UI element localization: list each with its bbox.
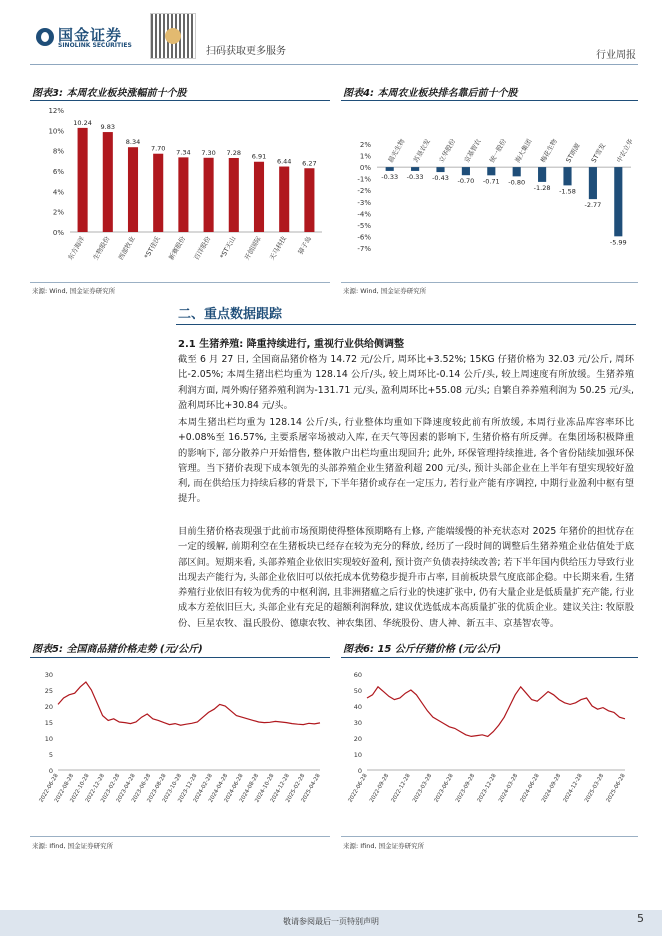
fig4-bar bbox=[436, 167, 444, 172]
fig4-value-label: -0.43 bbox=[432, 174, 449, 183]
fig4-category-label: 梅花生物 bbox=[538, 137, 559, 165]
fig3-bar bbox=[153, 154, 163, 232]
subsection-title: 2.1 生猪养殖: 降重持续进行, 重视行业供给侧调整 bbox=[178, 339, 404, 350]
fig5-rule bbox=[30, 657, 330, 658]
fig4-ytick-label: -3% bbox=[357, 198, 371, 207]
fig6-rule bbox=[341, 657, 638, 658]
fig3-source: 来源: Wind, 国金证券研究所 bbox=[32, 287, 116, 295]
fig4-value-label: -0.33 bbox=[406, 172, 424, 181]
fig6-ytick-label: 60 bbox=[353, 671, 362, 679]
fig3-value-label: 9.83 bbox=[100, 123, 116, 132]
fig3-value-label: 7.28 bbox=[226, 148, 242, 157]
fig6-ytick-label: 10 bbox=[353, 751, 362, 759]
fig5-xtick-label: 2024-12-28 bbox=[269, 773, 291, 804]
fig6-source: 来源: Ifind, 国金证券研究所 bbox=[343, 842, 425, 850]
qr-caption: 扫码获取更多服务 bbox=[206, 46, 286, 57]
fig5-xtick-label: 2024-04-28 bbox=[208, 773, 230, 804]
fig3-value-label: 7.30 bbox=[201, 148, 216, 157]
fig4-value-label: -0.33 bbox=[381, 172, 399, 181]
fig4-value-label: -5.99 bbox=[609, 238, 627, 247]
fig4-category-label: ST雪发 bbox=[589, 141, 608, 165]
paragraph-3: 目前生猪价格表现强于此前市场预期使得整体预期略有上修, 产能端缓慢的补充状态对 2025 年猪价的担忧存在一定的缓解, 前期利空在生猪板块已经存在较为充分的释放, 经历了一段时间的调整后生猪养殖企业估值处于底部区间。短期来看, 头部养殖企业依旧实现较好盈利, 预计资产负债表持续改善; 若下半年国内供给压力导致行业出现去产能行为, 头部企业依旧可以依托成本优势稳步提升市占率, 目前板块景气度底部企稳。中长期来看, 生猪养殖行业依旧有较为优秀的中枢利润, 且非洲猪瘟之后行业的快速扩张中, 仍有大量企业是低质量扩充产能, 行业成本方差依旧巨大, 头部企业有充足的超额利润释放, 建议优选低成本高质量扩张的优质企业。建议关注: 牧原股份、巨星农牧、温氏股份、德康农牧、神农集团、华统股份、唐人神、新五丰、京基智农等。 bbox=[178, 526, 634, 629]
fig3-category-label: 开创国际 bbox=[242, 235, 263, 262]
fig6-chart bbox=[341, 660, 638, 830]
fig6-ytick-label: 50 bbox=[353, 687, 362, 695]
fig3-chart bbox=[30, 102, 330, 278]
fig5-xtick-label: 2024-08-28 bbox=[238, 773, 261, 804]
fig4-ytick-label: -1% bbox=[357, 175, 371, 184]
fig3-value-label: 7.70 bbox=[150, 144, 166, 153]
fig3-value-label: 6.44 bbox=[276, 157, 292, 166]
fig3-value-label: 8.34 bbox=[125, 138, 141, 147]
fig6-xtick-label: 2022-12-28 bbox=[390, 773, 412, 804]
section-divider bbox=[176, 324, 636, 325]
fig5-xtick-label: 2023-04-28 bbox=[115, 773, 137, 804]
fig5-xtick-label: 2024-02-28 bbox=[192, 773, 214, 804]
fig3-ytick-label: 6% bbox=[52, 168, 64, 176]
fig6-xtick-label: 2023-06-28 bbox=[433, 773, 455, 804]
fig3-title: 图表3: 本周农业板块涨幅前十个股 bbox=[32, 88, 187, 99]
fig6-ytick-label: 0 bbox=[357, 767, 362, 775]
fig5-bottom-rule bbox=[30, 836, 330, 837]
fig5-xtick-label: 2022-06-28 bbox=[38, 773, 60, 804]
fig4-bar bbox=[487, 167, 495, 175]
fig6-xtick-label: 2023-12-28 bbox=[476, 773, 498, 804]
fig3-ytick-label: 0% bbox=[52, 229, 64, 237]
page-number: 5 bbox=[637, 912, 644, 925]
fig3-bar bbox=[204, 158, 214, 232]
fig3-bar bbox=[128, 147, 138, 232]
fig5-ytick-label: 25 bbox=[44, 687, 53, 695]
paragraph-1: 截至 6 月 27 日, 全国商品猪价格为 14.72 元/公斤, 周环比+3.52%; 15KG 仔猪价格为 32.03 元/公斤, 周环比-2.05%; 本周生猪出栏均重为 128.14 公斤/头, 较上周环比-0.14 公斤/头, 较上周速度有所放缓。生猪养殖利润方面, 周外购仔猪养殖利润为-131.71 元/头, 盈利周环比+55.08 元/头; 自繁自养养殖利润为 50.25 元/头, 盈利周环比+30.84 元/头。 bbox=[178, 354, 634, 411]
fig4-bar bbox=[538, 167, 546, 182]
fig5-xtick-label: 2024-06-28 bbox=[223, 773, 245, 804]
fig4-ytick-label: 0% bbox=[359, 164, 371, 173]
fig6-xtick-label: 2025-06-28 bbox=[605, 773, 627, 804]
brand-logo-icon bbox=[36, 28, 54, 46]
fig4-ytick-label: 1% bbox=[359, 152, 371, 161]
fig3-category-label: *ST天山 bbox=[218, 235, 238, 261]
fig3-category-label: 獐子岛 bbox=[296, 235, 314, 256]
fig3-ytick-label: 4% bbox=[52, 188, 64, 197]
fig4-ytick-label: -4% bbox=[357, 210, 371, 219]
fig4-value-label: -0.80 bbox=[508, 178, 526, 187]
fig4-ytick-label: -5% bbox=[357, 221, 371, 230]
fig4-value-label: -1.28 bbox=[533, 183, 551, 192]
fig5-ytick-label: 30 bbox=[44, 671, 53, 679]
fig3-bar bbox=[229, 158, 239, 232]
fig3-value-label: 7.34 bbox=[176, 148, 191, 157]
fig3-bar bbox=[254, 162, 264, 232]
fig4-category-label: 统一股份 bbox=[488, 137, 509, 165]
fig6-xtick-label: 2023-09-28 bbox=[455, 773, 477, 804]
fig4-bar bbox=[462, 167, 470, 175]
fig4-bar bbox=[563, 167, 571, 185]
fig3-value-label: 6.27 bbox=[302, 159, 317, 168]
fig5-ytick-label: 5 bbox=[48, 751, 53, 759]
fig3-bar bbox=[178, 157, 188, 232]
fig3-category-label: 百洋股份 bbox=[192, 235, 213, 262]
header-divider bbox=[30, 64, 638, 65]
section-title: 二、重点数据跟踪 bbox=[178, 307, 283, 322]
fig5-ytick-label: 0 bbox=[48, 767, 53, 775]
fig4-value-label: -0.71 bbox=[482, 177, 500, 186]
fig5-source: 来源: Ifind, 国金证券研究所 bbox=[32, 842, 114, 850]
fig5-xtick-label: 2023-10-28 bbox=[161, 773, 184, 804]
fig6-xtick-label: 2025-03-28 bbox=[584, 773, 606, 804]
fig4-ytick-label: -6% bbox=[357, 233, 371, 242]
fig6-xtick-label: 2024-09-28 bbox=[541, 773, 563, 804]
fig4-value-label: -0.70 bbox=[457, 177, 475, 186]
fig5-ytick-label: 15 bbox=[44, 719, 53, 727]
fig4-bottom-rule bbox=[341, 282, 638, 283]
fig4-category-label: 苏垦农发 bbox=[411, 137, 432, 165]
fig3-value-label: 10.24 bbox=[73, 118, 92, 127]
fig3-ytick-label: 8% bbox=[52, 147, 64, 156]
fig4-ytick-label: -7% bbox=[357, 245, 371, 253]
fig3-category-label: 东方海洋 bbox=[66, 235, 87, 262]
fig3-category-label: 西部牧业 bbox=[116, 235, 137, 262]
fig3-ytick-label: 10% bbox=[48, 127, 64, 136]
fig5-xtick-label: 2023-12-28 bbox=[177, 773, 199, 804]
fig4-title: 图表4: 本周农业板块排名靠后前十个股 bbox=[343, 88, 518, 99]
fig4-bar bbox=[386, 167, 394, 171]
fig5-xtick-label: 2023-02-28 bbox=[100, 773, 122, 804]
fig6-xtick-label: 2022-09-28 bbox=[369, 773, 391, 804]
fig6-xtick-label: 2024-03-28 bbox=[498, 773, 520, 804]
fig4-category-label: 京基智农 bbox=[462, 137, 483, 165]
fig6-xtick-label: 2023-03-28 bbox=[412, 773, 434, 804]
fig5-xtick-label: 2022-08-28 bbox=[53, 773, 76, 804]
fig5-chart bbox=[30, 660, 330, 830]
fig5-title: 图表5: 全国商品猪价格走势 (元/公斤) bbox=[32, 644, 203, 655]
fig5-xtick-label: 2025-04-28 bbox=[300, 773, 322, 804]
fig4-category-label: 晨光生物 bbox=[386, 137, 407, 165]
fig5-xtick-label: 2022-12-28 bbox=[84, 773, 106, 804]
fig3-ytick-label: 2% bbox=[52, 208, 64, 217]
fig5-xtick-label: 2023-08-28 bbox=[146, 773, 168, 804]
fig6-xtick-label: 2022-06-28 bbox=[347, 773, 369, 804]
qr-code-icon[interactable] bbox=[150, 13, 196, 59]
fig4-chart bbox=[341, 102, 638, 278]
fig4-source: 来源: Wind, 国金证券研究所 bbox=[343, 287, 427, 295]
fig3-category-label: 生物股份 bbox=[91, 235, 112, 262]
fig5-xtick-label: 2025-02-28 bbox=[285, 773, 307, 804]
fig3-bar bbox=[279, 167, 289, 232]
report-type: 行业周报 bbox=[596, 50, 636, 61]
fig5-xtick-label: 2022-10-28 bbox=[69, 773, 91, 804]
fig3-ytick-label: 12% bbox=[48, 107, 64, 115]
fig3-category-label: *ST佳沃 bbox=[142, 235, 162, 261]
fig4-value-label: -2.77 bbox=[584, 201, 602, 210]
fig4-bar bbox=[513, 167, 521, 176]
brand-name: 国金证券 bbox=[58, 26, 123, 44]
fig4-bar bbox=[614, 167, 622, 236]
fig4-bar bbox=[411, 167, 419, 171]
fig3-category-label: 新赛股份 bbox=[167, 235, 188, 262]
footer-disclaimer: 敬请参阅最后一页特别声明 bbox=[283, 917, 379, 926]
fig4-ytick-label: -2% bbox=[357, 187, 371, 196]
fig6-xtick-label: 2024-12-28 bbox=[562, 773, 584, 804]
fig5-xtick-label: 2023-06-28 bbox=[131, 773, 153, 804]
fig3-category-label: 天马科技 bbox=[268, 235, 288, 262]
fig4-ytick-label: 2% bbox=[359, 141, 371, 149]
fig4-category-label: ST朗源 bbox=[564, 141, 582, 165]
brand-name-en: SINOLINK SECURITIES bbox=[58, 42, 132, 49]
fig4-category-label: 中农立华 bbox=[615, 137, 636, 165]
fig6-xtick-label: 2024-06-28 bbox=[519, 773, 541, 804]
fig3-bottom-rule bbox=[30, 282, 330, 283]
fig6-ytick-label: 30 bbox=[353, 719, 362, 727]
fig4-bar bbox=[589, 167, 597, 199]
fig3-bar bbox=[103, 132, 113, 232]
fig5-ytick-label: 10 bbox=[44, 735, 53, 743]
fig6-bottom-rule bbox=[341, 836, 638, 837]
fig6-ytick-label: 20 bbox=[353, 735, 362, 743]
fig3-bar bbox=[304, 168, 314, 232]
fig5-xtick-label: 2024-10-28 bbox=[254, 773, 276, 804]
fig4-category-label: 立华股份 bbox=[437, 137, 458, 165]
fig3-bar bbox=[78, 128, 88, 232]
paragraph-2: 本周生猪出栏均重为 128.14 公斤/头, 行业整体均重如下降速度较此前有所放缓, 本周行业冻品库容率环比+0.08%至 16.57%, 主要系屠宰场被动入库, 在天气等因素的影响下, 生猪价格有所反弹。在集团场积极降重的影响下, 部分散养户开始惜售, 整体散户出栏均重出现回升; 此外, 环保管理持续推进, 各个省份陆续加强环保管理。当下猪价表现下成本领先的头部养殖企业生猪盈利超 200 元/头, 预计头部企业在上半年有望实现较好盈利, 而在供给压力持续后移的背景下, 下半年猪价或存在一定压力, 若行业产能有序调控, 中期行业盈利中枢有望提升。 bbox=[178, 417, 634, 505]
fig6-title: 图表6: 15 公斤仔猪价格 (元/公斤) bbox=[343, 644, 502, 655]
fig4-value-label: -1.58 bbox=[559, 187, 576, 196]
fig3-rule bbox=[30, 100, 330, 101]
fig6-series-line bbox=[367, 687, 625, 737]
fig5-series-line bbox=[58, 682, 320, 725]
fig3-value-label: 6.91 bbox=[251, 152, 267, 161]
fig4-rule bbox=[341, 100, 638, 101]
fig4-category-label: 海大集团 bbox=[513, 137, 534, 165]
fig6-ytick-label: 40 bbox=[353, 703, 362, 711]
fig5-ytick-label: 20 bbox=[44, 703, 53, 711]
